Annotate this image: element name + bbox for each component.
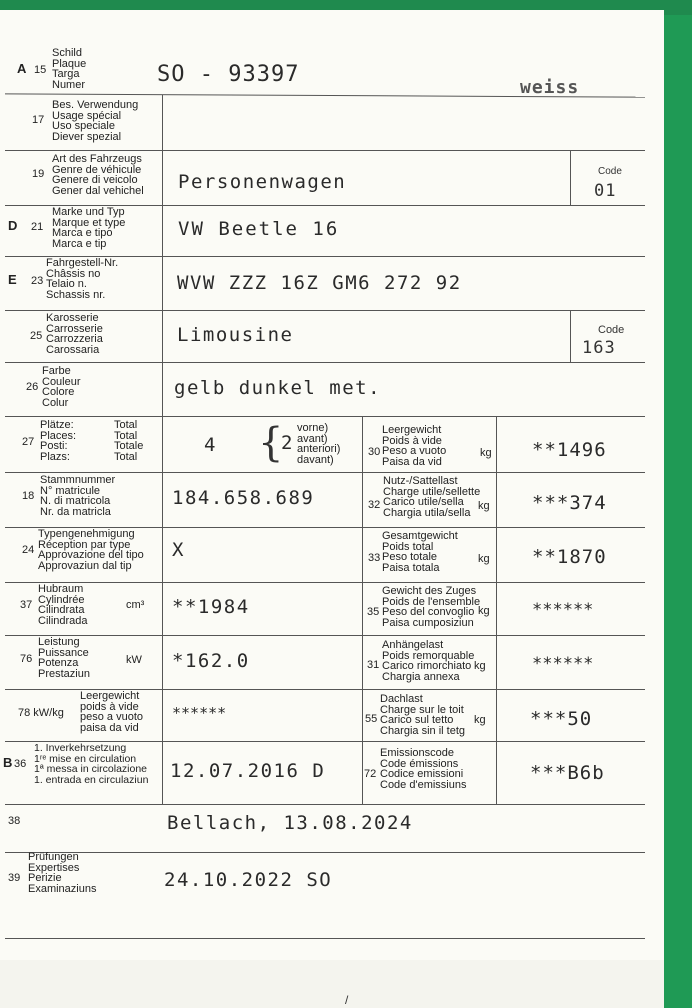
inspection-date: 24.10.2022 SO — [164, 869, 333, 891]
empty-weight-label: Leergewicht Poids à vide Peso a vuoto Paisa da vid — [382, 424, 447, 468]
row-divider — [5, 635, 645, 636]
roof-load-label: Dachlast Charge sur le toit Carico sul tetto Chargia sin il tetg — [380, 693, 465, 737]
column-divider — [362, 416, 363, 804]
empty-weight-value: **1496 — [532, 439, 607, 461]
displacement-value: **1984 — [172, 596, 250, 618]
seats-total: 4 — [204, 434, 216, 456]
column-divider — [570, 310, 571, 362]
field-number: 37 — [20, 599, 33, 611]
row-divider — [5, 362, 645, 363]
make-value: VW Beetle 16 — [178, 218, 340, 240]
field-number: 30 — [368, 446, 381, 458]
train-weight-label: Gewicht des Zuges Poids de l'ensemble Peso del convoglio Paisa cumposiziun — [382, 585, 481, 629]
vehicle-type-label: Art des Fahrzeugs Genre de véhicule Genere di veicolo Gener dal vehichel — [52, 153, 144, 197]
field-number: 15 — [34, 64, 47, 76]
field-number: 23 — [31, 275, 44, 287]
field-number: 36 — [14, 758, 27, 770]
seats-front: 2 — [281, 432, 293, 454]
approval-label: Typengenehmigung Réception par type Approvazione del tipo Approvaziun dal tip — [38, 528, 144, 572]
power-label: Leistung Puissance Potenza Prestaziun — [38, 636, 90, 680]
brace-symbol: { — [258, 420, 284, 466]
row-divider — [5, 852, 645, 853]
first-registration-date: 12.07.2016 D — [170, 760, 326, 782]
field-number: 27 — [22, 436, 35, 448]
usage-label: Bes. Verwendung Usage spécial Uso speciale Diever spezial — [52, 99, 139, 143]
trailer-load-label: Anhängelast Poids remorquable Carico rimorchiato Chargia annexa — [382, 639, 475, 683]
row-divider — [5, 416, 645, 417]
section-letter: B — [3, 755, 13, 770]
issue-place-date: Bellach, 13.08.2024 — [167, 812, 413, 834]
unit-kg: kg — [480, 447, 492, 459]
field-number: 72 — [364, 768, 377, 780]
seats-total-label: Total Total Totale Total — [114, 419, 144, 463]
field-number: 26 — [26, 381, 39, 393]
field-number: 76 — [20, 653, 33, 665]
field-number: 17 — [32, 114, 45, 126]
row-divider — [5, 582, 645, 583]
field-number: 39 — [8, 872, 21, 884]
inspection-label: Prüfungen Expertises Perizie Examinaziuns — [28, 851, 97, 895]
unit-kg: kg — [474, 660, 486, 672]
field-number: 21 — [31, 221, 44, 233]
total-weight-label: Gesamtgewicht Poids total Peso totale Paisa totala — [382, 530, 458, 574]
color-value: gelb dunkel met. — [174, 377, 382, 399]
trailer-load-value: ****** — [532, 654, 594, 674]
power-weight-value: ****** — [172, 704, 227, 722]
row-divider — [5, 472, 645, 473]
seats-label: Plätze: Places: Posti: Plazs: — [40, 419, 77, 463]
field-number: 38 — [8, 815, 21, 827]
color-label: Farbe Couleur Colore Colur — [42, 365, 81, 409]
serial-number: 184.658.689 — [172, 487, 315, 509]
section-letter: E — [8, 272, 17, 287]
field-number: 55 — [365, 713, 378, 725]
body-value: Limousine — [177, 324, 294, 346]
field-number: 18 — [22, 490, 35, 502]
chassis-label: Fahrgestell-Nr. Châssis no Telaio n. Schassis nr. — [46, 257, 119, 301]
field-number: 25 — [30, 330, 43, 342]
field-number: 24 — [22, 544, 35, 556]
emission-code: ***B6b — [530, 762, 605, 784]
roof-load-value: ***50 — [530, 708, 593, 730]
serial-label: Stammnummer N° matricule N. di matricola Nr. da matricla — [40, 474, 116, 518]
approval-value: X — [172, 539, 184, 561]
row-divider — [5, 310, 645, 311]
unit-kg: kg — [474, 714, 486, 726]
plate-label: Schild Plaque Targa Numer — [52, 47, 87, 91]
code-label: Code — [598, 324, 625, 336]
row-divider — [5, 804, 645, 805]
body-code: 163 — [582, 338, 616, 358]
page-bottom-margin — [0, 960, 664, 1008]
unit-kg: kg — [478, 553, 490, 565]
total-weight-value: **1870 — [532, 546, 607, 568]
column-divider — [570, 150, 571, 205]
section-letter: D — [8, 218, 18, 233]
seats-front-label: vorne) avant) anteriori) davant) — [297, 422, 341, 466]
unit-cm3: cm³ — [126, 599, 145, 611]
chassis-number: WVW ZZZ 16Z GM6 272 92 — [177, 272, 462, 294]
row-divider — [5, 150, 645, 151]
unit-kg: kg — [478, 605, 490, 617]
field-number: 35 — [367, 606, 380, 618]
first-registration-label: 1. Inverkehrsetzung 1ʳᵉ mise en circulation 1ª messa in circolazione 1. entrada en circulaziun — [34, 742, 149, 786]
pen-mark: / — [345, 993, 349, 1007]
field-number: 33 — [368, 552, 381, 564]
field-number: 31 — [367, 659, 380, 671]
make-label: Marke und Typ Marque et type Marca e tipo Marca e tip — [52, 206, 126, 250]
emission-label: Emissionscode Code émissions Codice emissioni Code d'emissiuns — [380, 747, 467, 791]
section-letter: A — [17, 61, 27, 76]
power-value: *162.0 — [172, 650, 250, 672]
field-number: 78 kW/kg — [18, 707, 64, 719]
vehicle-type-value: Personenwagen — [178, 171, 347, 193]
unit-kg: kg — [478, 500, 490, 512]
body-label: Karosserie Carrosserie Carrozzeria Carossaria — [46, 312, 103, 356]
field-number: 19 — [32, 168, 45, 180]
power-weight-label: Leergewicht poids à vide peso a vuoto paisa da vid — [80, 690, 143, 734]
displacement-label: Hubraum Cylindrée Cilindrata Cilindrada — [38, 583, 88, 627]
code-label: Code — [598, 166, 622, 177]
payload-value: ***374 — [532, 492, 607, 514]
unit-kw: kW — [126, 654, 142, 666]
field-number: 32 — [368, 499, 381, 511]
column-divider — [496, 416, 497, 804]
plate-color: weiss — [520, 77, 580, 98]
row-divider — [5, 938, 645, 939]
vehicle-type-code: 01 — [594, 181, 617, 201]
plate-number: SO - 93397 — [157, 62, 300, 87]
payload-label: Nutz-/Sattellast Charge utile/sellette Carico utile/sella Chargia utila/sella — [383, 475, 481, 519]
column-divider — [162, 95, 163, 804]
train-weight-value: ****** — [532, 600, 594, 620]
